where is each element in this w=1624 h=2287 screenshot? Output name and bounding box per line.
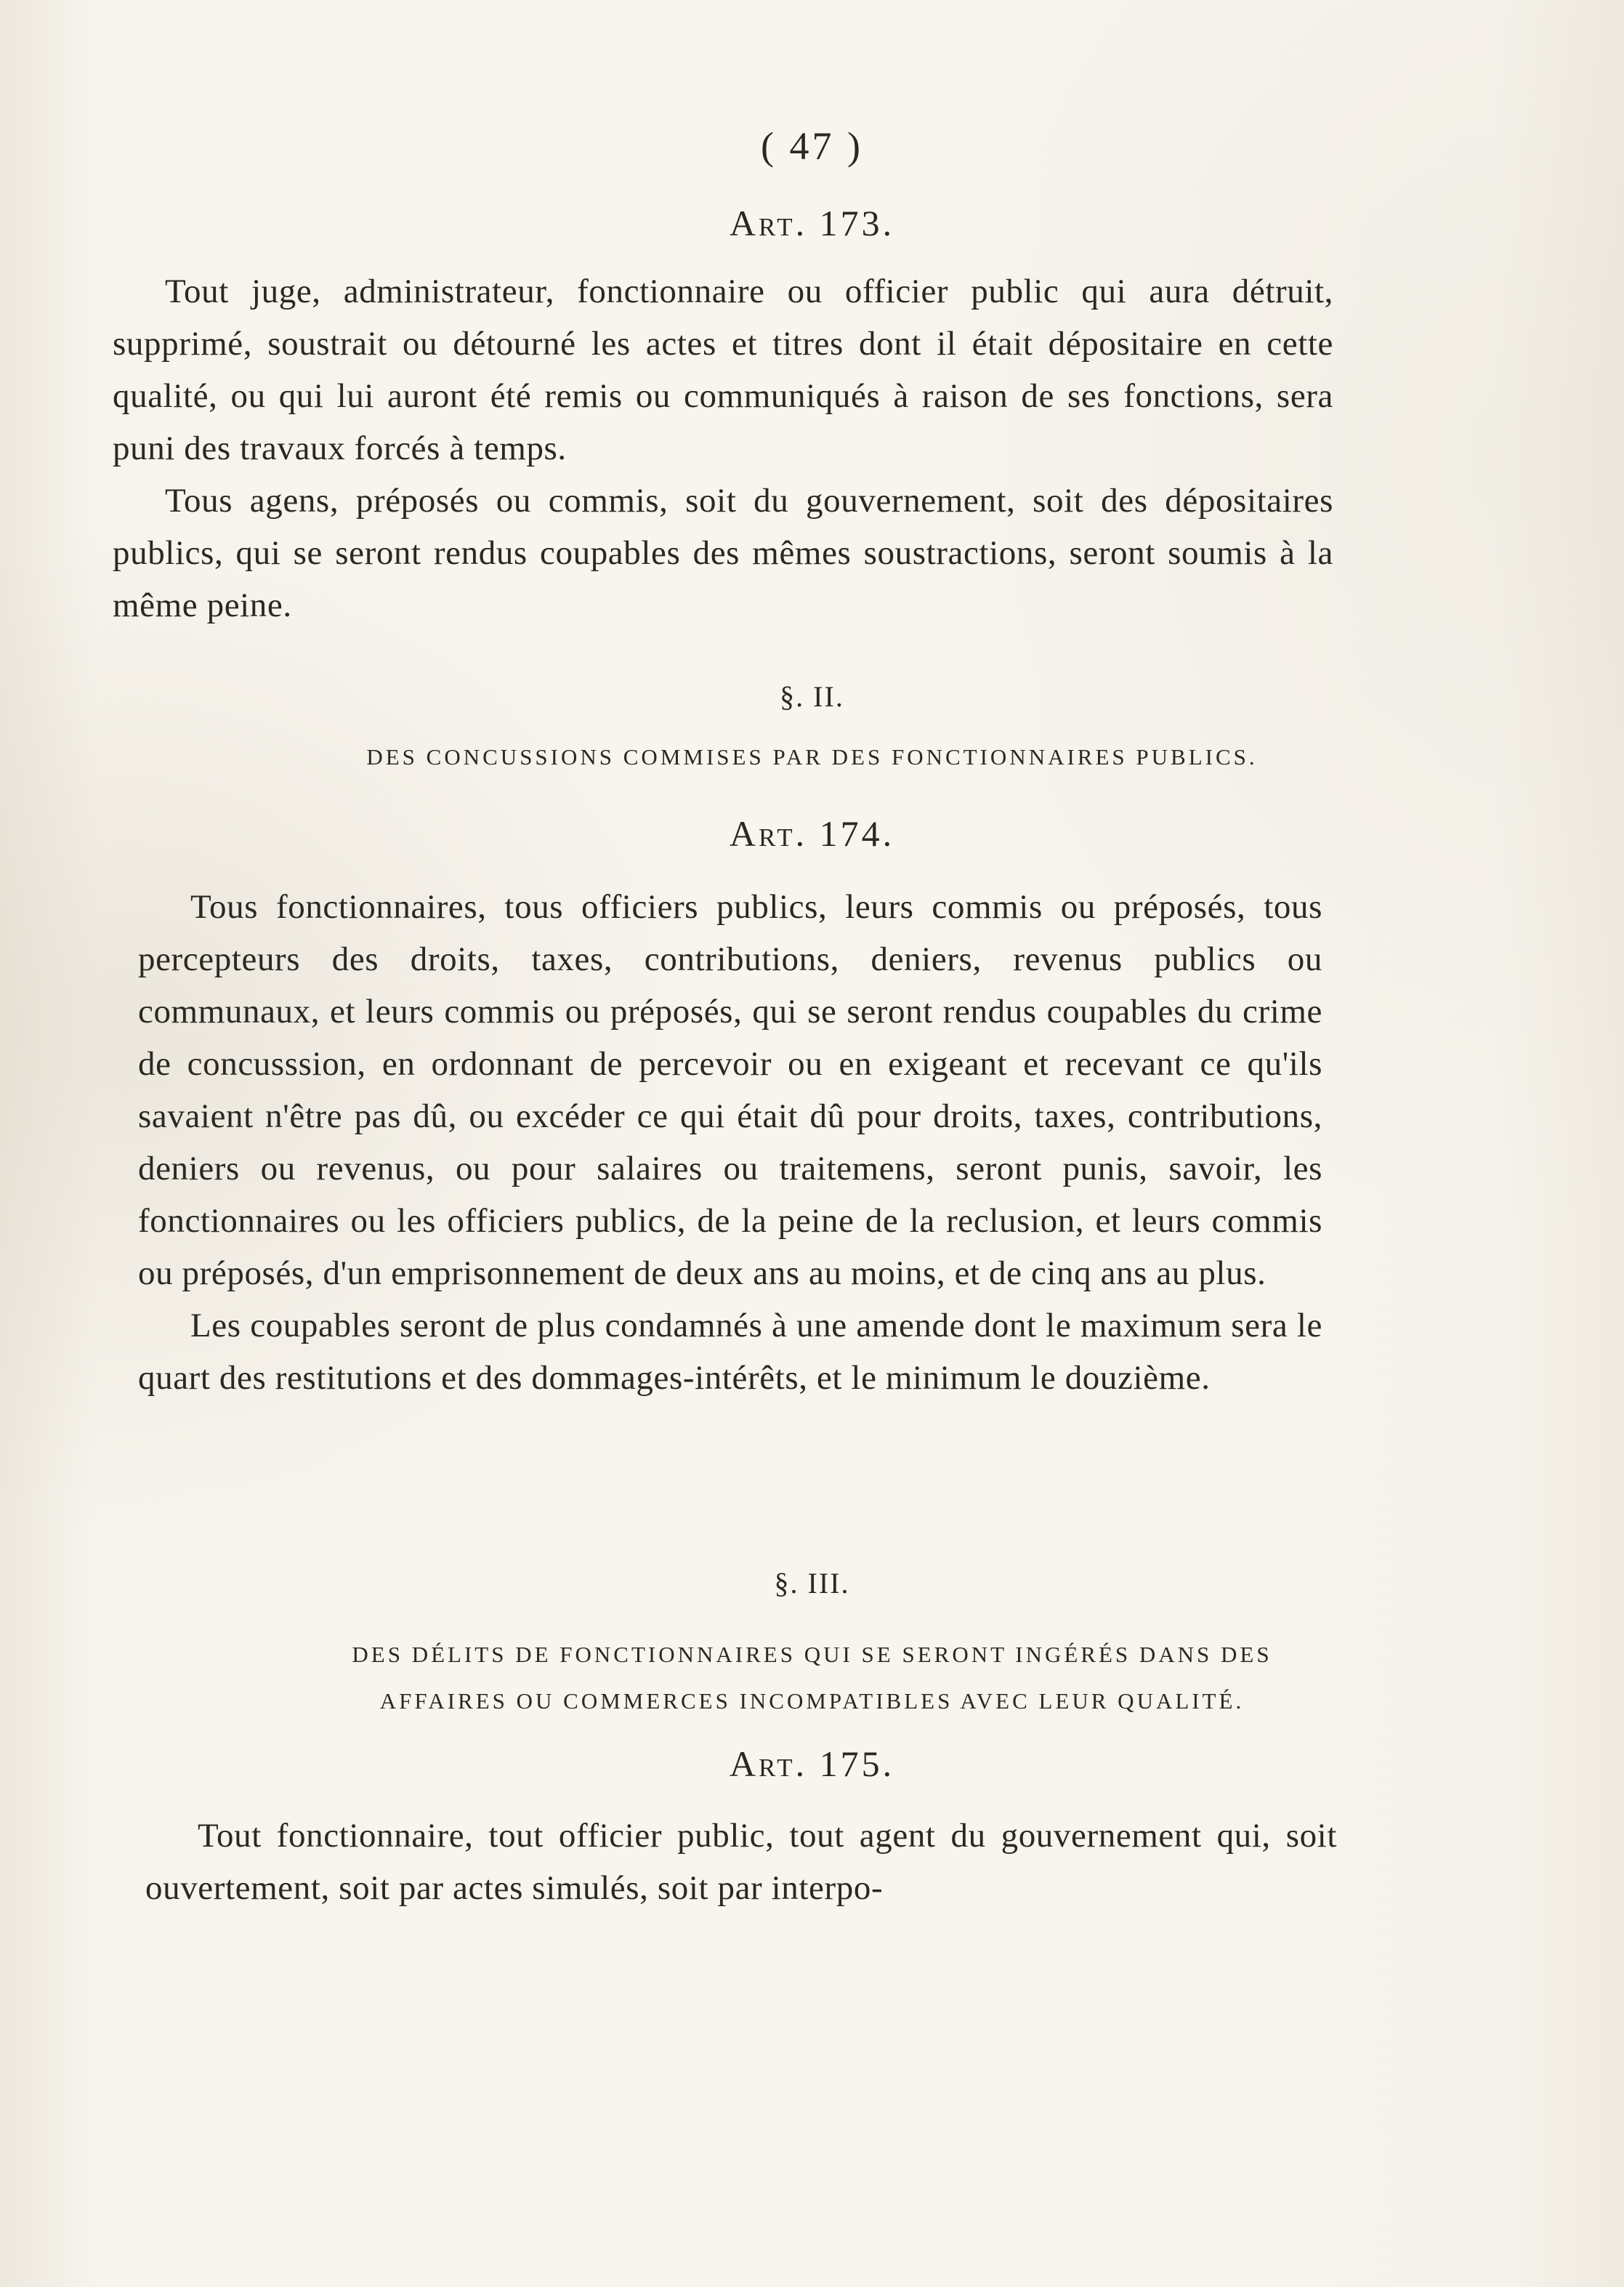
article-173-paragraph-1: Tout juge, administrateur, fonctionnaire ou officier public qui aura détruit, supprimé, soustrait ou détourné les actes et titres dont il était dépositaire en cette qualité, ou qui lui auront été remis ou communiqués à raison de ses fonctions, sera puni des travaux forcés à temps. [113, 273, 1333, 467]
article-174-body [138, 881, 1322, 1404]
article-175-body [145, 1810, 1337, 1914]
article-173-body [113, 265, 1333, 632]
article-175-heading: Art. 175. [729, 1743, 895, 1784]
article-174-paragraph-2: Les coupables seront de plus condamnés à une amende dont le maximum sera le quart des restitutions et des dommages-intérêts, et le minimum le douzième. [138, 1307, 1322, 1397]
article-173-paragraph-2: Tous agens, préposés ou commis, soit du gouvernement, soit des dépositaires publics, qui se seront rendus coupables des mêmes soustractions, seront soumis à la même peine. [113, 482, 1333, 624]
article-174-paragraph-1: Tous fonctionnaires, tous officiers publics, leurs commis ou préposés, tous percepteurs des droits, taxes, contributions, deniers, revenus publics ou communaux, et leurs commis ou préposés, qui se seront rendus coupables du crime de concusssion, en ordonnant de percevoir ou en exigeant et recevant ce qu'ils savaient n'être pas dû, ou excéder ce qui était dû pour droits, taxes, contributions, deniers ou revenus, ou pour salaires ou traitemens, seront punis, savoir, les fonctionnaires ou les officiers publics, de la peine de la reclusion, et leurs commis ou préposés, d'un emprisonnement de deux ans au moins, et de cinq ans au plus. [138, 888, 1322, 1292]
section-3-title-line-1: DES DÉLITS DE FONCTIONNAIRES QUI SE SERONT INGÉRÉS DANS DES [352, 1642, 1272, 1667]
section-3-title [109, 1631, 1515, 1725]
section-3-mark: §. III. [774, 1567, 850, 1600]
section-3-title-line-2: AFFAIRES OU COMMERCES INCOMPATIBLES AVEC LEUR QUALITÉ. [379, 1688, 1245, 1714]
article-175-paragraph-1: Tout fonctionnaire, tout officier public, tout agent du gouvernement qui, soit ouvertement, soit par actes simulés, soit par interpo- [145, 1817, 1337, 1907]
article-174-heading: Art. 174. [729, 813, 895, 854]
section-2-title: DES CONCUSSIONS COMMISES PAR DES FONCTIONNAIRES PUBLICS. [366, 744, 1258, 770]
article-173-heading: Art. 173. [729, 203, 895, 243]
page-number: ( 47 ) [761, 124, 863, 168]
section-2-mark: §. II. [780, 680, 844, 713]
